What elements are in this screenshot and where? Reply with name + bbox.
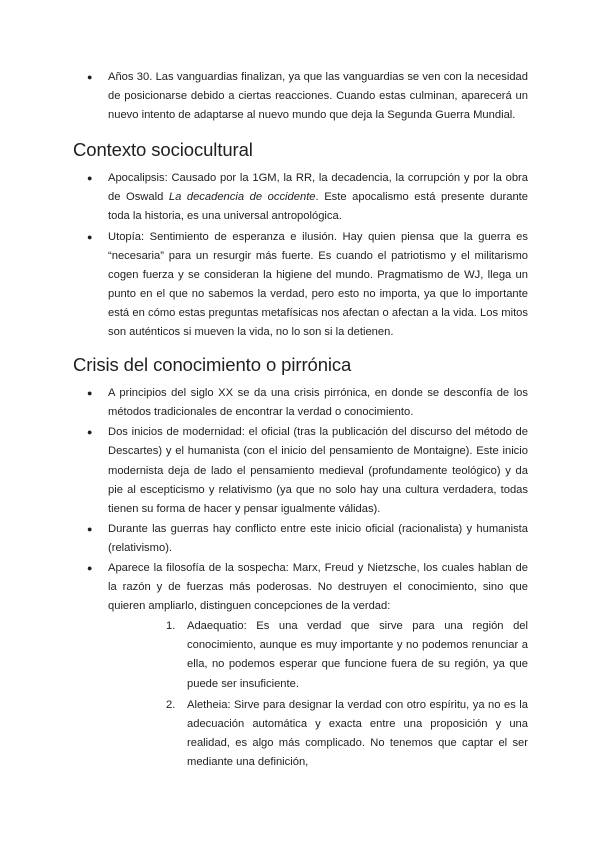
list-item: [73, 423, 528, 518]
text-run: . Este apocalismo está presente durante toda la historia, es una universal antropológica.: [108, 191, 528, 223]
contexto-bullet-list: [73, 169, 528, 342]
list-item: [73, 228, 528, 343]
crisis-bullet-list: [73, 384, 528, 772]
bullet-icon: ●: [87, 562, 93, 573]
numbered-item: [166, 617, 528, 693]
list-item-text: Años 30. Las vanguardias finalizan, ya que las vanguardias se ven con la necesidad de posicionarse debido a ciertas reacciones. Cuando estas culminan, aparecerá un nuevo intento de adaptarse al nuevo mundo que deja la Segunda Guerra Mundial.: [108, 71, 528, 122]
numbered-sublist: [166, 617, 528, 772]
section-heading-crisis: Crisis del conocimiento o pirrónica: [73, 354, 352, 376]
bullet-icon: ●: [87, 231, 93, 242]
bullet-icon: ●: [87, 72, 93, 82]
list-item: [73, 68, 528, 125]
list-item-text: [108, 172, 528, 222]
list-item: [73, 520, 528, 558]
list-item: [73, 384, 528, 422]
bullet-icon: ●: [87, 523, 93, 534]
page-content: [73, 68, 528, 774]
item-number: 2.: [166, 698, 176, 711]
list-item-text: Aparece la filosofía de la sospecha: Marx, Freud y Nietzsche, los cuales hablan de la razón y de fuerzas más poderosas. No destruyen el conocimiento, sino que quieren ampliarlo, distinguen concepciones de la verdad:: [108, 561, 528, 613]
list-item: [73, 169, 528, 226]
bullet-icon: ●: [87, 427, 93, 438]
book-title: La decadencia de occidente: [168, 191, 316, 204]
numbered-item-text: Aletheia: Sirve para designar la verdad con otro espíritu, ya no es la adecuación automática y exacta entre una proposición y una realidad, es algo más complicado. No tenemos que captar el ser mediante una definición,: [187, 698, 528, 768]
bullet-icon: ●: [87, 173, 93, 184]
list-item-text: Utopía: Sentimiento de esperanza e ilusión. Hay quien piensa que la guerra es “necesaria” para un resurgir más fuerte. Es cuando el patriotismo y el militarismo cogen fuerza y se consideran la higiene del mundo. Pragmatismo de WJ, llega un punto en el que no sabemos la verdad, pero esto no importa, ya que lo importante está en cómo estas preguntas metafísicas nos afectan o afectan a la vida. Los mitos son auténticos si mueven la vida, no lo son si la detienen.: [108, 230, 528, 339]
item-number: 1.: [166, 620, 176, 633]
numbered-item-text: Adaequatio: Es una verdad que sirve para una región del conocimiento, aunque es muy importante y no podemos renunciar a ella, no podemos esperar que funcione fuera de su región, ya que puede ser insuficiente.: [187, 620, 528, 690]
section-heading-contexto: Contexto sociocultural: [73, 139, 253, 161]
list-item-text: Durante las guerras hay conflicto entre este inicio oficial (racionalista) y humanista (relativismo).: [108, 522, 528, 554]
list-item-text: Dos inicios de modernidad: el oficial (tras la publicación del discurso del método de Descartes) y el humanista (con el inicio del pensamiento de Montaigne). Este inicio modernista deja de lado el pensamiento medieval (profundamente teológico) y da pie al escepticismo y relativismo (ya que no solo hay una cultura verdadera, todas tienen su forma de hacer y pensar igualmente válidas).: [108, 426, 528, 515]
list-item: [73, 559, 528, 772]
intro-bullet-list: [73, 68, 528, 125]
list-item-text: A principios del siglo XX se da una crisis pirrónica, en donde se desconfía de los métodos tradicionales de encontrar la verdad o conocimiento.: [108, 387, 528, 419]
text-run: Apocalipsis: Causado por la 1GM, la RR, la decadencia, la corrupción y por la obra de Oswald: [108, 172, 528, 204]
bullet-icon: ●: [87, 388, 93, 399]
numbered-item: [166, 696, 528, 772]
